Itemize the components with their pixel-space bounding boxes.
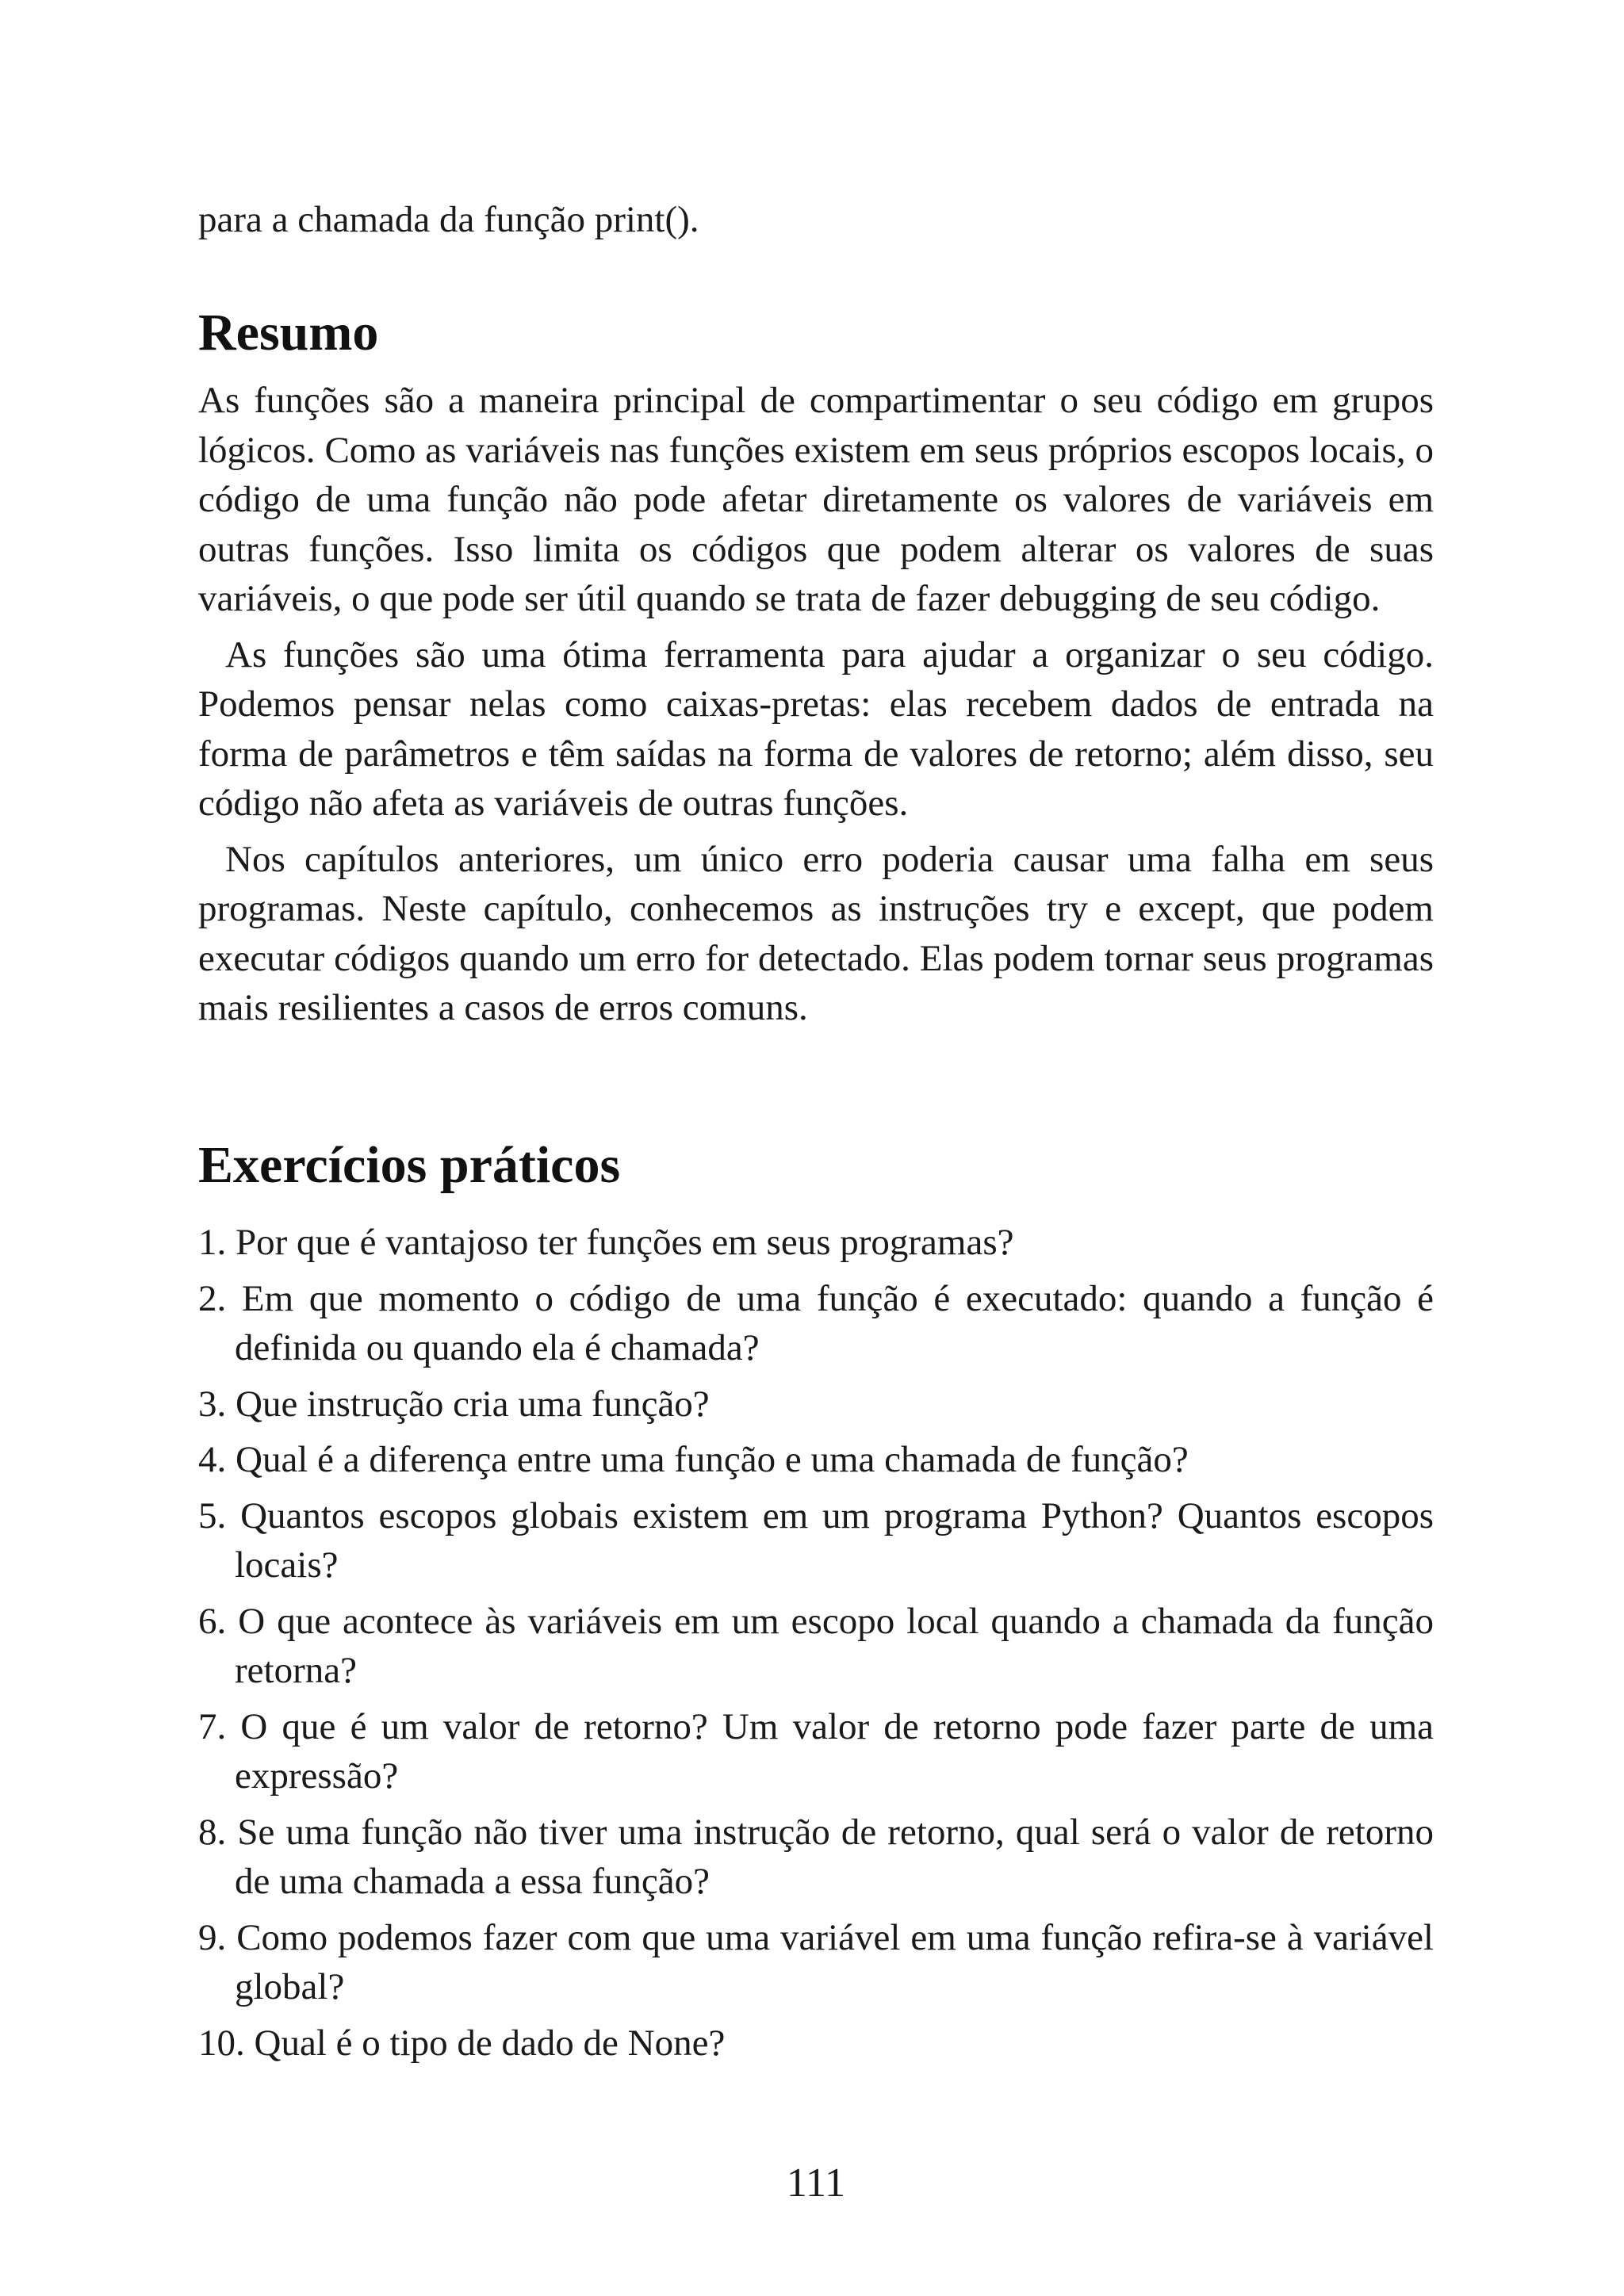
resumo-paragraph: As funções são a maneira principal de compartimentar o seu código em grupos lógicos. Como as variáveis nas funções existem em seus próprios escopos locais, o código de uma função não pode afetar diretamente os valores de variáveis em outras funções. Isso limita os códigos que podem alterar os valores de suas variáveis, o que pode ser útil quando se trata de fazer debugging de seu código. — [198, 380, 1434, 619]
carry-over-text: para a chamada da função print(). — [198, 199, 699, 240]
page-number: 111 — [786, 2160, 846, 2206]
exercise-item: 9. Como podemos fazer com que uma variável em uma função refira-se à variável global? — [198, 1916, 1434, 2007]
exercise-item: 5. Quantos escopos globais existem em um programa Python? Quantos escopos locais? — [198, 1494, 1434, 1586]
resumo-body — [198, 376, 1434, 1039]
heading-exercicios: Exercícios práticos — [198, 1136, 621, 1194]
exercise-item: 4. Qual é a diferença entre uma função e uma chamada de função? — [198, 1439, 1189, 1480]
resumo-paragraph: Nos capítulos anteriores, um único erro poderia causar uma falha em seus programas. Neste capítulo, conhecemos as instruções try e except, que podem executar códigos quando um erro for detectado. Elas podem tornar seus programas mais resilientes a casos de erros comuns. — [198, 838, 1434, 1028]
exercise-item: 6. O que acontece às variáveis em um escopo local quando a chamada da função retorna? — [198, 1600, 1434, 1691]
exercise-item: 3. Que instrução cria uma função? — [198, 1383, 710, 1425]
exercise-item: 10. Qual é o tipo de dado de None? — [198, 2022, 726, 2064]
exercise-list — [198, 1218, 1434, 2074]
book-page — [198, 0, 1434, 2296]
exercise-item: 1. Por que é vantajoso ter funções em seus programas? — [198, 1222, 1014, 1263]
heading-resumo: Resumo — [198, 304, 379, 362]
exercise-item: 8. Se uma função não tiver uma instrução de retorno, qual será o valor de retorno de uma chamada a essa função? — [198, 1811, 1434, 1902]
resumo-paragraph: As funções são uma ótima ferramenta para ajudar a organizar o seu código. Podemos pensar nelas como caixas-pretas: elas recebem dados de entrada na forma de parâmetros e têm saídas na forma de valores de retorno; além disso, seu código não afeta as variáveis de outras funções. — [198, 633, 1434, 824]
exercise-item: 2. Em que momento o código de uma função é executado: quando a função é definida ou quando ela é chamada? — [198, 1277, 1434, 1368]
exercise-item: 7. O que é um valor de retorno? Um valor de retorno pode fazer parte de uma expressão? — [198, 1705, 1434, 1797]
